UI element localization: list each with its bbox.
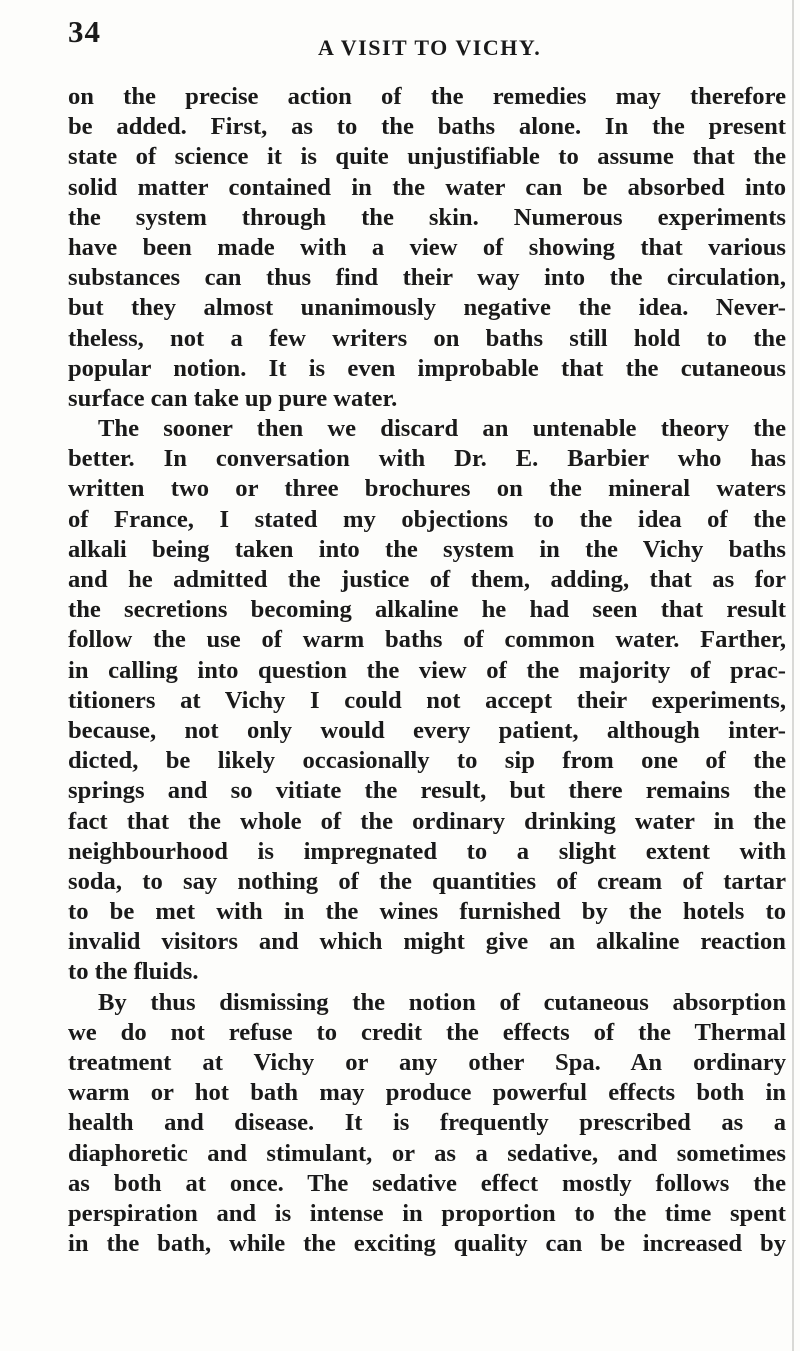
text-line: in calling into question the view of the majority of prac-	[68, 656, 786, 684]
text-line: soda, to say nothing of the quantities of cream of tartar	[68, 867, 786, 895]
text-line: surface can take up pure water.	[68, 384, 398, 412]
running-title: A VISIT TO VICHY.	[318, 35, 542, 60]
text-line: springs and so vitiate the result, but there remains the	[68, 777, 786, 805]
running-head	[68, 14, 790, 74]
text-line: invalid visitors and which might give an alkaline reaction	[68, 928, 786, 956]
text-line: treatment at Vichy or any other Spa. An ordinary	[68, 1049, 786, 1076]
text-line: follow the use of warm baths of common water. Farther,	[68, 626, 786, 654]
text-line: to the fluids.	[68, 958, 199, 986]
text-line: alkali being taken into the system in the Vichy baths	[68, 535, 786, 563]
text-line: the secretions becoming alkaline he had seen that result	[68, 596, 786, 624]
text-line: The sooner then we discard an untenable theory the	[98, 415, 786, 443]
text-line: diaphoretic and stimulant, or as a sedative, and sometimes	[68, 1139, 786, 1167]
text-line: theless, not a few writers on baths still hold to the	[68, 324, 786, 352]
text-line: in the bath, while the exciting quality can be increased by	[68, 1230, 786, 1258]
text-line: to be met with in the wines furnished by the hotels to	[68, 898, 786, 926]
text-line: of France, I stated my objections to the idea of the	[68, 505, 786, 533]
text-line: solid matter contained in the water can be absorbed into	[68, 173, 786, 201]
text-line: fact that the whole of the ordinary drinking water in the	[68, 807, 786, 835]
text-line: better. In conversation with Dr. E. Barbier who has	[68, 445, 786, 473]
text-line: but they almost unanimously negative the idea. Never-	[68, 294, 786, 322]
text-line: because, not only would every patient, although inter-	[68, 716, 786, 744]
text-line: the system through the skin. Numerous experiments	[68, 203, 786, 231]
text-line: dicted, be likely occasionally to sip from one of the	[68, 747, 786, 775]
text-line: written two or three brochures on the mineral waters	[68, 475, 786, 503]
text-line: substances can thus find their way into the circulation,	[68, 264, 786, 292]
body-text	[68, 82, 786, 1259]
text-line: we do not refuse to credit the effects of the Thermal	[68, 1018, 786, 1046]
text-line: popular notion. It is even improbable that the cutaneous	[68, 354, 786, 382]
text-line: state of science it is quite unjustifiable to assume that the	[68, 143, 786, 171]
text-line: on the precise action of the remedies may therefore	[68, 83, 786, 110]
text-line: be added. First, as to the baths alone. In the present	[68, 113, 786, 141]
text-line: as both at once. The sedative effect mostly follows the	[68, 1169, 786, 1197]
page-edge-divider	[792, 0, 794, 1351]
text-line: and he admitted the justice of them, adding, that as for	[68, 566, 786, 593]
text-line: have been made with a view of showing that various	[68, 233, 786, 261]
text-line: health and disease. It is frequently prescribed as a	[68, 1109, 786, 1137]
text-line: titioners at Vichy I could not accept their experiments,	[68, 686, 786, 714]
text-line: perspiration and is intense in proportion to the time spent	[68, 1199, 786, 1227]
text-line: warm or hot bath may produce powerful effects both in	[68, 1079, 786, 1107]
text-line: neighbourhood is impregnated to a slight extent with	[68, 837, 786, 865]
text-line: By thus dismissing the notion of cutaneous absorption	[98, 988, 786, 1016]
page-number: 34	[68, 14, 101, 49]
